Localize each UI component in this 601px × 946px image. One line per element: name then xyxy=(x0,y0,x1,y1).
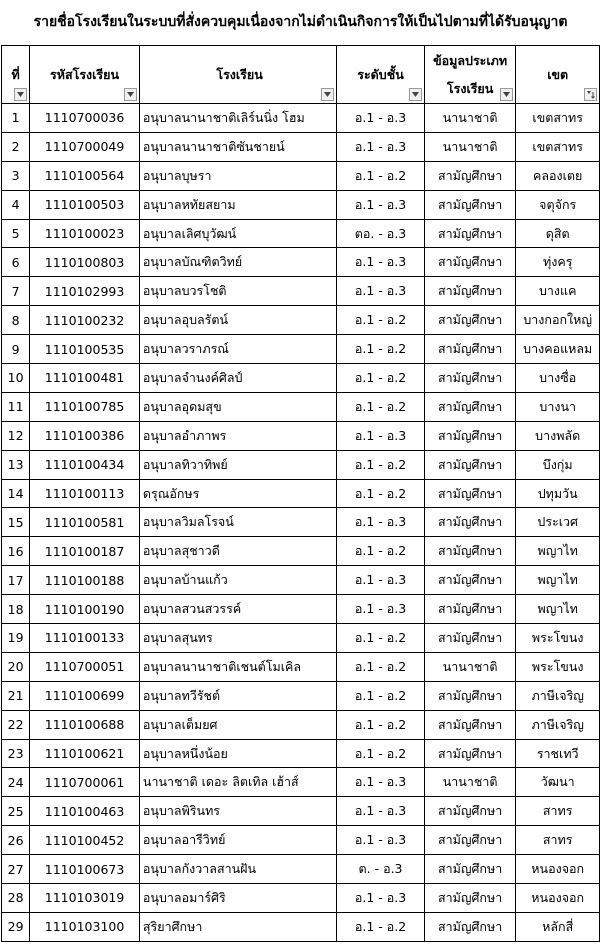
cell-code[interactable]: 1110100535 xyxy=(30,335,140,364)
cell-no[interactable]: 18 xyxy=(2,595,30,624)
table-row xyxy=(2,421,600,450)
cell-code[interactable]: 1110100481 xyxy=(30,364,140,393)
cell-no[interactable]: 9 xyxy=(2,335,30,364)
cell-level[interactable]: ตอ. - อ.3 xyxy=(337,219,425,248)
cell-level[interactable]: อ.1 - อ.3 xyxy=(337,595,425,624)
cell-type[interactable]: นานาชาติ xyxy=(424,652,516,681)
cell-code[interactable]: 1110700051 xyxy=(30,652,140,681)
cell-no[interactable]: 20 xyxy=(2,652,30,681)
table-row xyxy=(2,855,600,884)
cell-school[interactable]: อนุบาลทวีรัชต์ xyxy=(139,681,336,710)
cell-level[interactable]: อ.1 - อ.3 xyxy=(337,421,425,450)
cell-type[interactable]: สามัญศึกษา xyxy=(424,508,516,537)
header-code-label: รหัสโรงเรียน xyxy=(50,66,120,82)
cell-type[interactable]: สามัญศึกษา xyxy=(424,450,516,479)
cell-school[interactable]: อนุบาลบวรโชติ xyxy=(139,277,336,306)
cell-no[interactable]: 8 xyxy=(2,306,30,335)
filter-dropdown-icon[interactable] xyxy=(500,88,513,101)
cell-level[interactable]: อ.1 - อ.3 xyxy=(337,132,425,161)
filter-dropdown-icon[interactable] xyxy=(321,88,334,101)
cell-level[interactable]: อ.1 - อ.3 xyxy=(337,884,425,913)
cell-school[interactable]: อนุบาลอมาร์ศิริ xyxy=(139,884,336,913)
cell-type[interactable]: สามัญศึกษา xyxy=(424,277,516,306)
cell-district[interactable]: พญาไท xyxy=(516,595,600,624)
cell-no[interactable]: 6 xyxy=(2,248,30,277)
cell-type[interactable]: สามัญศึกษา xyxy=(424,335,516,364)
cell-type[interactable]: นานาชาติ xyxy=(424,132,516,161)
cell-level[interactable]: อ.1 - อ.2 xyxy=(337,392,425,421)
cell-level[interactable]: อ.1 - อ.2 xyxy=(337,739,425,768)
cell-no[interactable]: 25 xyxy=(2,797,30,826)
cell-code[interactable]: 1110100803 xyxy=(30,248,140,277)
cell-type[interactable]: สามัญศึกษา xyxy=(424,479,516,508)
cell-type[interactable]: สามัญศึกษา xyxy=(424,364,516,393)
cell-school[interactable]: อนุบาลวราภรณ์ xyxy=(139,335,336,364)
cell-district[interactable]: ราชเทวี xyxy=(516,739,600,768)
cell-no[interactable]: 22 xyxy=(2,710,30,739)
header-district xyxy=(516,46,600,104)
cell-school[interactable]: นานาชาติ เดอะ ลิตเทิล เฮ้าส์ xyxy=(139,768,336,797)
cell-school[interactable]: อนุบาลอุบลรัตน์ xyxy=(139,306,336,335)
table-row xyxy=(2,392,600,421)
cell-code[interactable]: 1110700061 xyxy=(30,768,140,797)
table-row xyxy=(2,912,600,941)
cell-no[interactable]: 13 xyxy=(2,450,30,479)
cell-district[interactable]: สาทร xyxy=(516,797,600,826)
cell-level[interactable]: อ.1 - อ.2 xyxy=(337,306,425,335)
cell-district[interactable]: หลักสี่ xyxy=(516,912,600,941)
cell-district[interactable]: พญาไท xyxy=(516,566,600,595)
cell-level[interactable]: อ.1 - อ.2 xyxy=(337,450,425,479)
cell-no[interactable]: 29 xyxy=(2,912,30,941)
cell-district[interactable]: พระโขนง xyxy=(516,624,600,653)
table-row xyxy=(2,537,600,566)
cell-level[interactable]: อ.1 - อ.3 xyxy=(337,768,425,797)
cell-no[interactable]: 7 xyxy=(2,277,30,306)
cell-code[interactable]: 1110100581 xyxy=(30,508,140,537)
cell-code[interactable]: 1110100133 xyxy=(30,624,140,653)
cell-district[interactable]: บางพลัด xyxy=(516,421,600,450)
cell-level[interactable]: อ.1 - อ.3 xyxy=(337,277,425,306)
cell-no[interactable]: 10 xyxy=(2,364,30,393)
cell-school[interactable]: อนุบาลสวนสวรรค์ xyxy=(139,595,336,624)
cell-no[interactable]: 1 xyxy=(2,104,30,133)
cell-code[interactable]: 1110100452 xyxy=(30,826,140,855)
cell-code[interactable]: 1110100188 xyxy=(30,566,140,595)
table-row xyxy=(2,132,600,161)
cell-code[interactable]: 1110100621 xyxy=(30,739,140,768)
cell-district[interactable]: ภาษีเจริญ xyxy=(516,681,600,710)
cell-district[interactable]: หนองจอก xyxy=(516,884,600,913)
cell-district[interactable]: พระโขนง xyxy=(516,652,600,681)
cell-district[interactable]: บางกอกใหญ่ xyxy=(516,306,600,335)
cell-school[interactable]: อนุบาลวิมลโรจน์ xyxy=(139,508,336,537)
cell-code[interactable]: 1110100434 xyxy=(30,450,140,479)
cell-district[interactable]: บางนา xyxy=(516,392,600,421)
cell-school[interactable]: อนุบาลบัณฑิตวิทย์ xyxy=(139,248,336,277)
cell-code[interactable]: 1110103019 xyxy=(30,884,140,913)
cell-school[interactable]: อนุบาลนานาชาติเลิร์นนิ่ง โฮม xyxy=(139,104,336,133)
table-row xyxy=(2,248,600,277)
cell-type[interactable]: สามัญศึกษา xyxy=(424,912,516,941)
filter-dropdown-icon[interactable] xyxy=(14,88,27,101)
cell-code[interactable]: 1110100190 xyxy=(30,595,140,624)
cell-no[interactable]: 2 xyxy=(2,132,30,161)
cell-district[interactable]: ดุสิต xyxy=(516,219,600,248)
cell-district[interactable]: บางคอแหลม xyxy=(516,335,600,364)
header-school-label: โรงเรียน xyxy=(216,66,263,82)
cell-school[interactable]: อนุบาลกังวาลสานฝัน xyxy=(139,855,336,884)
cell-code[interactable]: 1110100699 xyxy=(30,681,140,710)
cell-type[interactable]: สามัญศึกษา xyxy=(424,306,516,335)
cell-type[interactable]: สามัญศึกษา xyxy=(424,421,516,450)
cell-school[interactable]: อนุบาลอำภาพร xyxy=(139,421,336,450)
cell-district[interactable]: เขตสาทร xyxy=(516,104,600,133)
table-row xyxy=(2,190,600,219)
cell-school[interactable]: อนุบาลหทัยสยาม xyxy=(139,190,336,219)
cell-level[interactable]: อ.1 - อ.2 xyxy=(337,537,425,566)
cell-code[interactable]: 1110700049 xyxy=(30,132,140,161)
table-row xyxy=(2,710,600,739)
cell-no[interactable]: 15 xyxy=(2,508,30,537)
school-table xyxy=(1,45,600,942)
filter-dropdown-icon[interactable] xyxy=(124,88,137,101)
cell-code[interactable]: 1110100688 xyxy=(30,710,140,739)
cell-type[interactable]: นานาชาติ xyxy=(424,104,516,133)
cell-no[interactable]: 4 xyxy=(2,190,30,219)
cell-school[interactable]: อนุบาลเลิศบุวัฒน์ xyxy=(139,219,336,248)
header-row xyxy=(2,46,600,104)
cell-type[interactable]: สามัญศึกษา xyxy=(424,739,516,768)
table-row xyxy=(2,595,600,624)
cell-district[interactable]: ทุ่งครุ xyxy=(516,248,600,277)
cell-school[interactable]: ดรุณอักษร xyxy=(139,479,336,508)
cell-type[interactable]: สามัญศึกษา xyxy=(424,797,516,826)
cell-district[interactable]: วัฒนา xyxy=(516,768,600,797)
cell-level[interactable]: อ.1 - อ.2 xyxy=(337,335,425,364)
cell-no[interactable]: 12 xyxy=(2,421,30,450)
cell-no[interactable]: 17 xyxy=(2,566,30,595)
cell-type[interactable]: สามัญศึกษา xyxy=(424,595,516,624)
cell-level[interactable]: อ.1 - อ.3 xyxy=(337,797,425,826)
cell-level[interactable]: ต. - อ.3 xyxy=(337,855,425,884)
table-row xyxy=(2,335,600,364)
cell-code[interactable]: 1110102993 xyxy=(30,277,140,306)
cell-school[interactable]: อนุบาลนานาชาติเชนต์โมเคิล xyxy=(139,652,336,681)
sort-filter-icon[interactable] xyxy=(584,88,597,101)
cell-level[interactable]: อ.1 - อ.2 xyxy=(337,479,425,508)
cell-type[interactable]: สามัญศึกษา xyxy=(424,884,516,913)
table-row xyxy=(2,652,600,681)
cell-level[interactable]: อ.1 - อ.2 xyxy=(337,624,425,653)
cell-code[interactable]: 1110100785 xyxy=(30,392,140,421)
table-row xyxy=(2,277,600,306)
cell-level[interactable]: อ.1 - อ.2 xyxy=(337,161,425,190)
header-school xyxy=(139,46,336,104)
cell-school[interactable]: อนุบาลสุนทร xyxy=(139,624,336,653)
table-row xyxy=(2,219,600,248)
cell-district[interactable]: บางแค xyxy=(516,277,600,306)
cell-type[interactable]: นานาชาติ xyxy=(424,768,516,797)
table-row xyxy=(2,104,600,133)
cell-code[interactable]: 1110100232 xyxy=(30,306,140,335)
header-type-label-1: ข้อมูลประเภท xyxy=(433,52,508,68)
cell-code[interactable]: 1110100187 xyxy=(30,537,140,566)
cell-type[interactable]: สามัญศึกษา xyxy=(424,826,516,855)
cell-type[interactable]: สามัญศึกษา xyxy=(424,219,516,248)
cell-code[interactable]: 1110100564 xyxy=(30,161,140,190)
cell-school[interactable]: สุริยาศึกษา xyxy=(139,912,336,941)
filter-dropdown-icon[interactable] xyxy=(409,88,422,101)
header-no-label: ที่ xyxy=(11,66,20,82)
cell-code[interactable]: 1110100386 xyxy=(30,421,140,450)
cell-level[interactable]: อ.1 - อ.3 xyxy=(337,104,425,133)
table-row xyxy=(2,624,600,653)
cell-district[interactable]: ปทุมวัน xyxy=(516,479,600,508)
cell-level[interactable]: อ.1 - อ.2 xyxy=(337,652,425,681)
sheet-title: รายชื่อโรงเรียนในระบบที่สั่งควบคุมเนื่องจากไม่ดำเนินกิจการให้เป็นไปตามที่ได้รับอนุญาต xyxy=(33,14,568,30)
cell-school[interactable]: อนุบาลหนึ่งน้อย xyxy=(139,739,336,768)
cell-level[interactable]: อ.1 - อ.3 xyxy=(337,248,425,277)
cell-school[interactable]: อนุบาลนานาชาติซันชายน์ xyxy=(139,132,336,161)
cell-no[interactable]: 21 xyxy=(2,681,30,710)
cell-level[interactable]: อ.1 - อ.3 xyxy=(337,826,425,855)
cell-no[interactable]: 27 xyxy=(2,855,30,884)
cell-type[interactable]: สามัญศึกษา xyxy=(424,190,516,219)
cell-no[interactable]: 28 xyxy=(2,884,30,913)
table-body xyxy=(2,104,600,942)
table-row xyxy=(2,479,600,508)
table-row xyxy=(2,739,600,768)
cell-district[interactable]: พญาไท xyxy=(516,537,600,566)
header-type xyxy=(424,46,516,104)
cell-code[interactable]: 1110100503 xyxy=(30,190,140,219)
cell-type[interactable]: สามัญศึกษา xyxy=(424,681,516,710)
header-no xyxy=(2,46,30,104)
cell-code[interactable]: 1110100463 xyxy=(30,797,140,826)
cell-type[interactable]: สามัญศึกษา xyxy=(424,392,516,421)
cell-no[interactable]: 23 xyxy=(2,739,30,768)
header-level-label: ระดับชั้น xyxy=(357,66,404,82)
cell-type[interactable]: สามัญศึกษา xyxy=(424,624,516,653)
cell-code[interactable]: 1110103100 xyxy=(30,912,140,941)
cell-no[interactable]: 5 xyxy=(2,219,30,248)
cell-type[interactable]: สามัญศึกษา xyxy=(424,566,516,595)
cell-no[interactable]: 16 xyxy=(2,537,30,566)
cell-type[interactable]: สามัญศึกษา xyxy=(424,710,516,739)
cell-school[interactable]: อนุบาลจำนงค์ศิลป์ xyxy=(139,364,336,393)
cell-district[interactable]: เขตสาทร xyxy=(516,132,600,161)
cell-type[interactable]: สามัญศึกษา xyxy=(424,855,516,884)
cell-code[interactable]: 1110100023 xyxy=(30,219,140,248)
cell-type[interactable]: สามัญศึกษา xyxy=(424,161,516,190)
header-type-label-2: โรงเรียน xyxy=(446,80,494,96)
cell-district[interactable]: บึงกุ่ม xyxy=(516,450,600,479)
cell-school[interactable]: อนุบาลอารีวิทย์ xyxy=(139,826,336,855)
cell-level[interactable]: อ.1 - อ.3 xyxy=(337,566,425,595)
table-row xyxy=(2,306,600,335)
cell-district[interactable]: ภาษีเจริญ xyxy=(516,710,600,739)
cell-district[interactable]: คลองเตย xyxy=(516,161,600,190)
cell-level[interactable]: อ.1 - อ.3 xyxy=(337,190,425,219)
table-row xyxy=(2,681,600,710)
cell-school[interactable]: อนุบาลบุษรา xyxy=(139,161,336,190)
table-row xyxy=(2,826,600,855)
table-row xyxy=(2,364,600,393)
cell-school[interactable]: อนุบาลพิรินทร xyxy=(139,797,336,826)
cell-level[interactable]: อ.1 - อ.3 xyxy=(337,508,425,537)
cell-code[interactable]: 1110100673 xyxy=(30,855,140,884)
cell-school[interactable]: อนุบาลบ้านแก้ว xyxy=(139,566,336,595)
cell-no[interactable]: 26 xyxy=(2,826,30,855)
cell-district[interactable]: จตุจักร xyxy=(516,190,600,219)
cell-school[interactable]: อนุบาลสุชาวดี xyxy=(139,537,336,566)
cell-district[interactable]: หนองจอก xyxy=(516,855,600,884)
table-row xyxy=(2,450,600,479)
cell-no[interactable]: 24 xyxy=(2,768,30,797)
table-row xyxy=(2,566,600,595)
cell-school[interactable]: อนุบาลเต็มยศ xyxy=(139,710,336,739)
cell-school[interactable]: อนุบาลทิวาทิพย์ xyxy=(139,450,336,479)
cell-no[interactable]: 19 xyxy=(2,624,30,653)
cell-level[interactable]: อ.1 - อ.2 xyxy=(337,710,425,739)
cell-level[interactable]: อ.1 - อ.2 xyxy=(337,364,425,393)
cell-no[interactable]: 11 xyxy=(2,392,30,421)
table-row xyxy=(2,884,600,913)
cell-level[interactable]: อ.1 - อ.2 xyxy=(337,912,425,941)
cell-type[interactable]: สามัญศึกษา xyxy=(424,248,516,277)
header-code xyxy=(30,46,140,104)
cell-level[interactable]: อ.1 - อ.2 xyxy=(337,681,425,710)
cell-district[interactable]: สาทร xyxy=(516,826,600,855)
header-district-label: เขต xyxy=(547,66,569,82)
cell-district[interactable]: ประเวศ xyxy=(516,508,600,537)
header-level xyxy=(337,46,425,104)
cell-school[interactable]: อนุบาลอุดมสุข xyxy=(139,392,336,421)
cell-no[interactable]: 14 xyxy=(2,479,30,508)
table-row xyxy=(2,797,600,826)
cell-code[interactable]: 1110100113 xyxy=(30,479,140,508)
table-row xyxy=(2,161,600,190)
table-row xyxy=(2,768,600,797)
cell-type[interactable]: สามัญศึกษา xyxy=(424,537,516,566)
cell-no[interactable]: 3 xyxy=(2,161,30,190)
cell-district[interactable]: บางซื่อ xyxy=(516,364,600,393)
table-row xyxy=(2,508,600,537)
cell-code[interactable]: 1110700036 xyxy=(30,104,140,133)
